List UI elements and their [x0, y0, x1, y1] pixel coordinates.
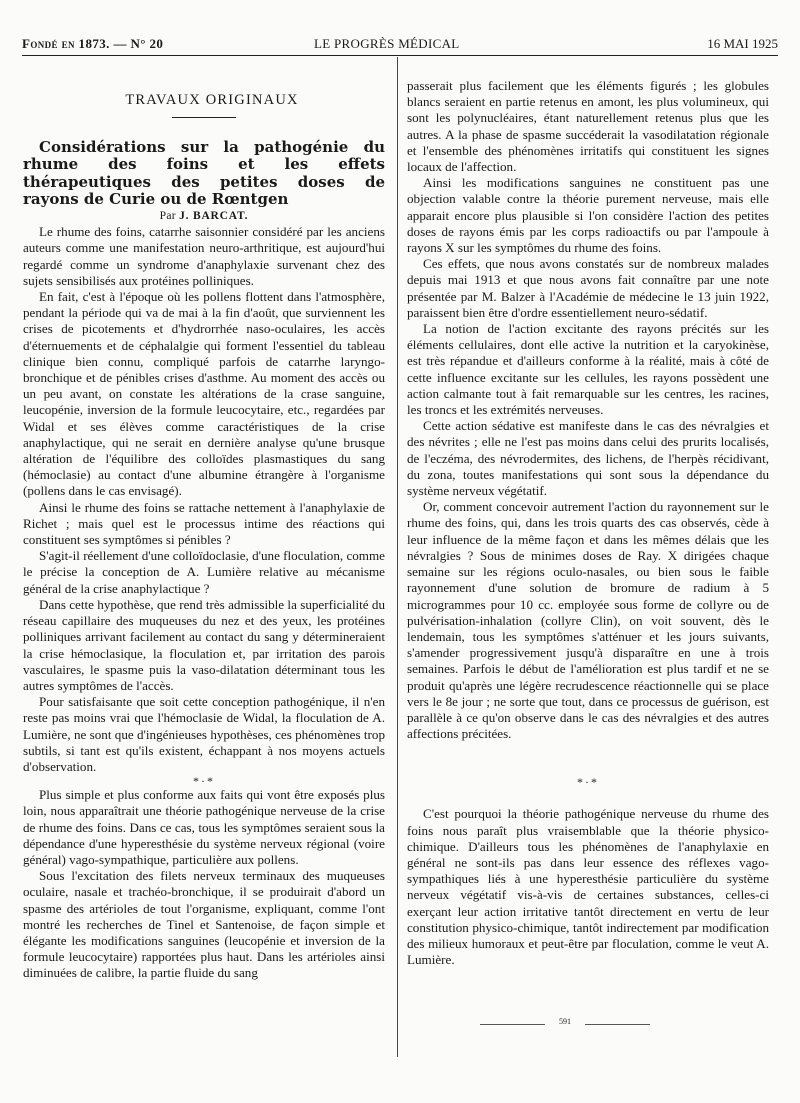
paragraph: Sous l'excitation des filets nerveux terminaux des muqueuses oculaire, nasale et trachéo-bronchique, il se produirait d'abord un spasme des artérioles de tout l'organisme, expliquant, comme l'ont montré les recherches de Tinel et Santenoise, de façon simple et élégante les modifications sanguines (leucopénie et inversion de la formule leucocytaire) rapportées plus haut. Dans les artérioles ainsi diminuées de calibre, la partie fluide du sang [23, 868, 385, 981]
footer-ornament [480, 1017, 650, 1030]
paragraph: Ainsi le rhume des foins se rattache nettement à l'anaphylaxie de Richet ; mais quel est le processus intime des réactions qui constituent ses symptômes si pénibles ? [23, 499, 385, 548]
paragraph: C'est pourquoi la théorie pathogénique nerveuse du rhume des foins nous paraît plus vraisemblable que la théorie physico-chimique. D'ailleurs tous les phénomènes de l'anaphylaxie en général ne sont-ils pas dans leur essence des réflexes vago-sympathiques liés à une hyperesthésie particulière du système nerveux végétatif vis-à-vis de certaines substances, celles-ci exerçant leur action irritative tantôt directement en vertu de leur constitution physico-chimique, tantôt indirectement par modification des milieux humoraux et peut-être par floculation, comme le veut A. Lumière. [407, 806, 769, 968]
header-rule [22, 55, 778, 56]
spacer [407, 742, 769, 776]
article-title: Considérations sur la pathogénie du rhume des foins et les effets thérapeutiques des petites doses de rayons de Curie ou de Rœntgen [23, 138, 385, 208]
paragraph: Pour satisfaisante que soit cette conception pathogénique, il n'en reste pas moins vrai que l'hémoclasie de Widal, la floculation de A. Lumière, ne sont que d'ingénieuses hypothèses, ces phénomènes trop subtils, si tant est qu'ils existent, échappant à nos moyens actuels d'observation. [23, 694, 385, 774]
running-head [22, 36, 778, 52]
page-number: 591 [559, 1017, 571, 1026]
right-column [407, 78, 769, 968]
ornament-line [585, 1024, 650, 1025]
left-column [23, 92, 385, 982]
ornament-line [480, 1024, 545, 1025]
journal-title: LE PROGRÈS MÉDICAL [314, 36, 460, 51]
paragraph: En fait, c'est à l'époque où les pollens flottent dans l'atmosphère, pendant la période qui va de mai à la fin d'août, que surviennent les crises de picotements et d'hydrorrhée naso-oculaires, les accès d'éternuements et de céphalalgie qui forment l'essentiel du tableau clinique bien connu, compliqué parfois de catarrhe laryngo-bronchique et de pénibles crises d'asthme. Au moment des accès ou un peu avant, on constate les altérations de la crase sanguine, leucopénie, inversion de la formule leucocytaire, etc., regardées par Widal et ses élèves comme caractéristiques de la crise anaphylactique, qui ne serait en dernière analyse qu'une brusque altération de l'équilibre des colloïdes plasmastiques du sang (hémoclasie) au contact d'une albumine étrangère à l'organisme (pollens dans le cas envisagé). [23, 289, 385, 499]
paragraph: Cette action sédative est manifeste dans le cas des névralgies et des névrites ; elle ne l'est pas moins dans celui des prurits localisés, de l'eczéma, des névrodermites, des lichens, de l'herpès récidivant, du zona, toutes manifestations qui sont sous la dépendance du système nerveux végétatif. [407, 418, 769, 499]
paragraph: Dans cette hypothèse, que rend très admissible la superficialité du réseau capillaire des muqueuses du nez et des yeux, les protéines polliniques arrivant facilement au contact du sang y détermineraient la crise hémoclasique, la floculation et, par irritation des parois vasculaires, le spasme puis la vaso-dilatation déterminant tous les autres symptômes de l'accès. [23, 596, 385, 693]
paragraph: Le rhume des foins, catarrhe saisonnier considéré par les anciens auteurs comme une manifestation neuro-arthritique, est aujourd'hui regardé comme un syndrome d'anaphylaxie survenant chez des sujets sensibilisés aux protéines polliniques. [23, 224, 385, 288]
byline-prefix: Par [159, 210, 180, 223]
paragraph: Ces effets, que nous avons constatés sur de nombreux malades depuis mai 1913 et que nous avons fait connaître par une note présentée par M. Balzer à l'Académie de médecine le 13 juin 1922, paraissent bien être d'ordre essentiellement neuro-sédatif. [407, 256, 769, 320]
author-name: J. BARCAT. [179, 210, 249, 223]
paragraph: La notion de l'action excitante des rayons précités sur les éléments cellulaires, dont elle active la nutrition et la caryokinèse, est très répandue et d'ailleurs conforme à la réalité, mais à côté de cette influence excitante sur les cellules, les rayons possèdent une action calmante tout à fait remarquable sur les centres, les racines, les troncs et les extrémités nerveuses. [407, 321, 769, 418]
spacer [407, 788, 769, 806]
header-founded-issue: Fondé en 1873. — N° 20 [22, 36, 164, 51]
section-rule [172, 117, 236, 118]
paragraph: Or, comment concevoir autrement l'action du rayonnement sur le rhume des foins, qui, dans les trois quarts des cas observés, cède à leur influence de la même façon et dans les mêmes délais que les névralgies ? Sous de minimes doses de Ray. X dirigées chaque semaine sur les régions oculo-nasales, ou bien sous le faible rayonnement d'une solution de bromure de radium à 5 microgrammes pour 10 cc. employée sous forme de collyre ou de pulvérisation-inhalation (collyre Clin), on voit souvent, dès le lendemain, tous les symptômes s'atténuer et les jours suivants, s'amender progressivement jusqu'à disparaître en une à trois semaines. Parfois le début de l'amélioration est plus tardif et ne se produit qu'après une légère recrudescence réactionnelle qui se place vers le 8e jour ; ne sorte que tout, dans ce processus de guérison, est parallèle à ce qu'on observe dans le cas des névralgies et des autres affections précitées. [407, 499, 769, 742]
paragraph: Ainsi les modifications sanguines ne constituent pas une objection valable contre la théorie purement nerveuse, mais elle apparait encore plus plausible si l'on considère l'action des petites doses de rayons émis par les corps radioactifs ou par l'ampoule à rayons X sur les symptômes du rhume des foins. [407, 175, 769, 256]
section-heading: TRAVAUX ORIGINAUX [125, 92, 299, 108]
issue-date: 16 MAI 1925 [707, 36, 778, 51]
section-separator: *·* [577, 775, 599, 790]
paragraph: passerait plus facilement que les éléments figurés ; les globules blancs seraient en partie retenus en amont, les plus volumineux, qui sont les polynucléaires, étant naturellement retenus plus que les autres. A la phase de spasme succéderait la vasodilatation régionale et l'ensemble des phénomènes irritatifs qui constituent les signes locaux de l'affection. [407, 78, 769, 175]
column-divider [397, 57, 398, 1057]
paragraph: S'agit-il réellement d'une colloïdoclasie, d'une floculation, comme le précise la conception de A. Lumière relative au mécanisme général de la crise anaphylactique ? [23, 548, 385, 596]
byline [23, 208, 385, 224]
paragraph: Plus simple et plus conforme aux faits qui vont être exposés plus loin, nous apparaîtrait une théorie pathogénique nerveuse de la crise de rhume des foins. Dans ce cas, tous les symptômes seraient sous la dépendance d'une hyperesthésie du système nerveux régional (voire général) vago-sympathique, particulière aux pollens. [23, 787, 385, 867]
section-separator: *·* [193, 774, 215, 789]
